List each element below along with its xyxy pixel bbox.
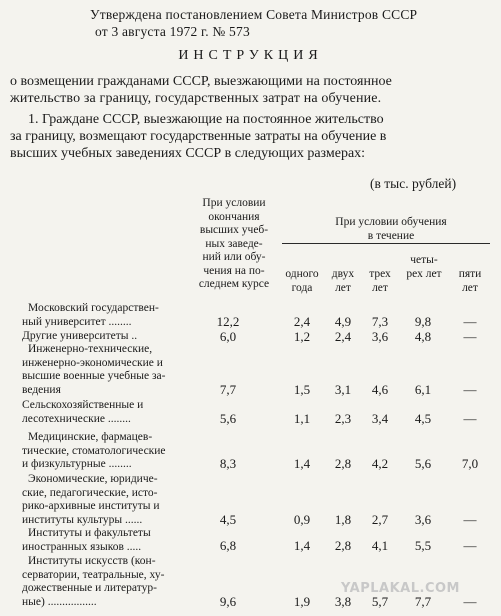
cell-five-years: 7,0	[461, 456, 479, 471]
row-label-line: Сельскохозяйственные и	[22, 399, 144, 411]
row-label	[22, 555, 192, 609]
row-label	[22, 527, 192, 554]
row-label-line: рико-архивные институты и	[22, 500, 160, 512]
row-label	[22, 302, 192, 329]
cell-three-years: 4,6	[371, 382, 389, 397]
cell-three-years: 7,3	[371, 314, 389, 329]
approval-line-2: от 3 августа 1972 г. № 573	[95, 24, 250, 39]
cell-four-years: 9,8	[414, 314, 432, 329]
cell-five-years: —	[463, 594, 477, 609]
row-label	[22, 431, 192, 472]
approval-note	[90, 6, 495, 40]
row-label	[22, 473, 192, 527]
header-on-completion-line: ных заведе-	[205, 237, 263, 250]
row-label	[22, 343, 192, 397]
cell-two-years: 2,8	[334, 538, 352, 553]
cell-four-years: 4,8	[414, 329, 432, 344]
cell-one-year: 1,5	[293, 382, 311, 397]
subject-line-1: о возмещении гражданами СССР, выезжающими на постоянное	[10, 74, 392, 89]
header-study-duration-line: в течение	[367, 229, 415, 242]
cell-three-years: 3,6	[371, 329, 389, 344]
cell-five-years: —	[463, 314, 477, 329]
header-five-years: пяти лет	[458, 268, 482, 294]
watermark: YAPLAKAL.COM	[341, 581, 460, 596]
header-on-completion-line: высших учеб-	[199, 224, 269, 236]
header-two-years: двух лет	[331, 268, 355, 294]
cell-five-years: —	[463, 538, 477, 553]
row-label-line: ведения	[22, 383, 61, 396]
header-four-years: четы-рех лет	[406, 254, 442, 280]
cell-on-completion: 7,7	[219, 382, 237, 397]
cell-one-year: 1,4	[293, 456, 311, 471]
row-label-line: иностранных языков .....	[22, 540, 142, 553]
cell-one-year: 1,1	[293, 411, 311, 426]
cell-on-completion: 6,8	[219, 538, 237, 553]
cell-two-years: 4,9	[334, 314, 352, 329]
cell-four-years: 3,6	[414, 512, 432, 527]
header-on-completion	[188, 197, 280, 292]
cell-two-years: 2,8	[334, 456, 352, 471]
cell-four-years: 6,1	[414, 382, 432, 397]
row-label	[22, 399, 192, 426]
cell-three-years: 4,1	[371, 538, 389, 553]
row-label-line: дожественные и литератур-	[22, 582, 157, 594]
cell-five-years: —	[463, 329, 477, 344]
cell-two-years: 2,3	[334, 411, 352, 426]
row-label-line: серватории, театральные, ху-	[22, 568, 165, 581]
cell-three-years: 2,7	[371, 512, 389, 527]
cell-four-years: 5,6	[414, 456, 432, 471]
cell-one-year: 0,9	[293, 512, 311, 527]
document-subject	[10, 73, 490, 107]
cell-one-year: 2,4	[293, 314, 311, 329]
row-label-line: лесотехнические ........	[22, 412, 131, 425]
paragraph-1-line-1: 1. Граждане СССР, выезжающие на постоянное жительство	[28, 112, 384, 127]
row-label-line: инженерно-экономические и	[22, 356, 163, 369]
row-label	[22, 330, 192, 344]
row-label-line: Московский государствен-	[28, 302, 159, 314]
row-label-line: институты культуры ......	[22, 513, 143, 526]
row-label-line: Экономические, юридиче-	[28, 473, 158, 485]
row-label-line: и физкультурные ........	[22, 458, 132, 470]
cell-on-completion: 8,3	[219, 456, 237, 471]
cell-two-years: 2,4	[334, 329, 352, 344]
paragraph-1-line-2: за границу, возмещают государственные затраты на обучение в	[10, 129, 387, 144]
cell-on-completion: 4,5	[219, 512, 237, 527]
cell-on-completion: 5,6	[219, 411, 237, 426]
cell-one-year: 1,2	[293, 329, 311, 344]
header-study-duration	[296, 216, 486, 243]
header-on-completion-line: чения на по-	[203, 264, 265, 277]
cell-five-years: —	[463, 411, 477, 426]
cell-on-completion: 9,6	[219, 594, 237, 609]
cell-on-completion: 6,0	[219, 329, 237, 344]
cell-four-years: 4,5	[414, 411, 432, 426]
table-unit: (в тыс. рублей)	[370, 176, 457, 191]
cell-one-year: 1,9	[293, 594, 311, 609]
cell-two-years: 3,1	[334, 382, 352, 397]
paragraph-1	[10, 111, 492, 162]
cell-one-year: 1,4	[293, 538, 311, 553]
header-one-year: одного года	[285, 268, 319, 294]
header-divider	[282, 243, 490, 244]
paragraph-1-line-3: высших учебных заведениях СССР в следующих размерах:	[10, 146, 366, 161]
row-label-line: тические, стоматологические	[22, 444, 166, 457]
cell-three-years: 5,7	[371, 594, 389, 609]
header-three-years: трех лет	[369, 268, 391, 294]
cell-five-years: —	[463, 512, 477, 527]
header-study-duration-line: При условии обучения	[335, 216, 447, 228]
cell-on-completion: 12,2	[216, 314, 240, 329]
header-on-completion-line: следнем курсе	[198, 278, 270, 290]
cell-two-years: 1,8	[334, 512, 352, 527]
row-label-line: ные) .................	[22, 595, 97, 608]
row-label-line: ские, педагогические, исто-	[22, 486, 158, 499]
row-label-line: Другие университеты ..	[22, 330, 138, 342]
cell-three-years: 4,2	[371, 456, 389, 471]
header-on-completion-line: При условии	[202, 197, 266, 209]
header-on-completion-line: окончания	[208, 210, 260, 223]
row-label-line: ный университет ........	[22, 315, 132, 328]
cell-three-years: 3,4	[371, 411, 389, 426]
row-label-line: Инженерно-технические,	[28, 343, 153, 355]
document-title: ИНСТРУКЦИЯ	[178, 48, 323, 63]
row-label-line: Медицинские, фармацев-	[28, 431, 153, 443]
header-on-completion-line: ний или обу-	[202, 251, 266, 263]
row-label-line: высшие военные учебные за-	[22, 370, 166, 382]
cell-two-years: 3,8	[334, 594, 352, 609]
cell-four-years: 7,7	[414, 594, 432, 609]
row-label-line: Институты и факультеты	[28, 527, 151, 539]
row-label-line: Институты искусств (кон-	[28, 555, 156, 567]
subject-line-2: жительство за границу, государственных затрат на обучение.	[10, 91, 382, 106]
cell-four-years: 5,5	[414, 538, 432, 553]
approval-line-1: Утверждена постановлением Совета Министров СССР	[90, 7, 418, 22]
cell-five-years: —	[463, 382, 477, 397]
